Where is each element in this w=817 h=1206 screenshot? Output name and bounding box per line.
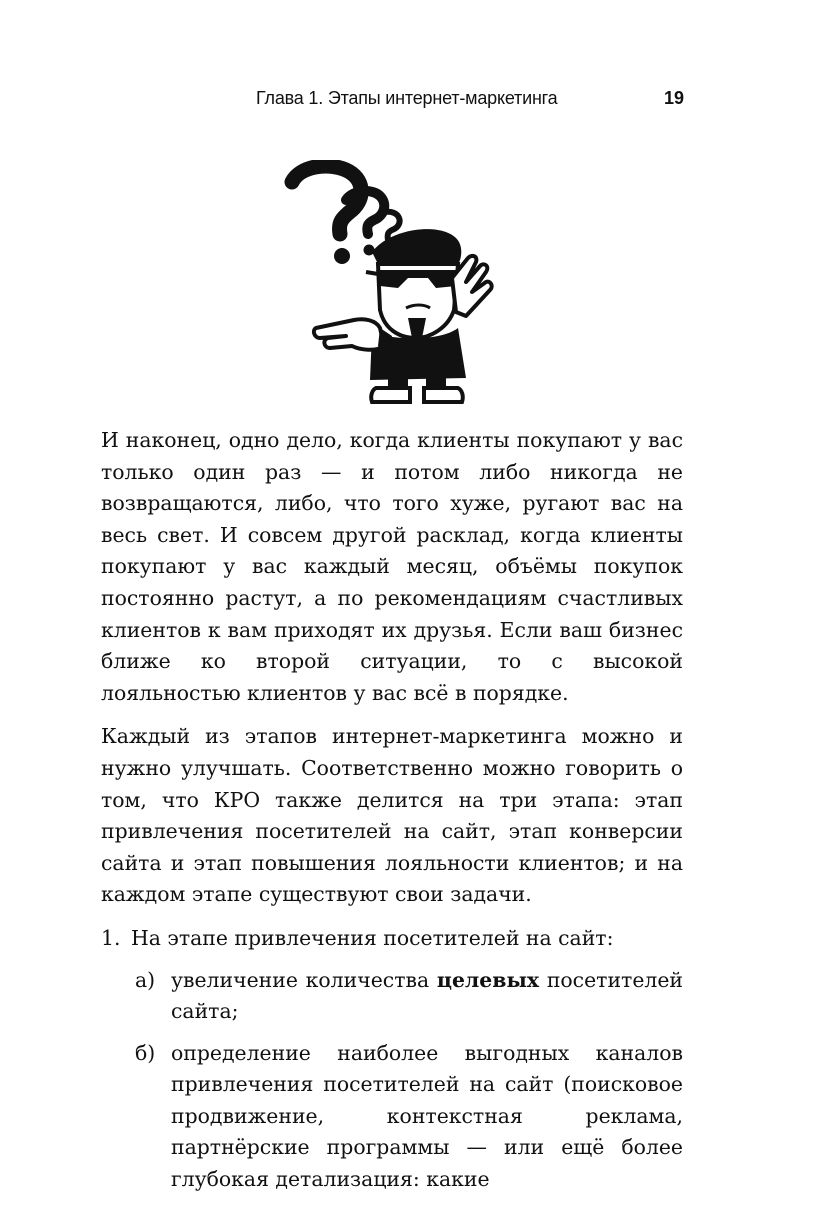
confused-man-illustration <box>280 160 510 405</box>
sub-list-text: определение наиболее выгодных каналов привлечения посетителей на сайт (поисковое продвижение, контекстная реклама, партнёрские программы — или ещё более глубокая детализация: какие <box>171 1040 683 1192</box>
list-item-text: На этапе привлечения посетителей на сайт: <box>131 925 614 950</box>
sub-list-item <box>135 1038 683 1196</box>
sub-text-part: увеличение количества <box>171 967 437 992</box>
page-body <box>101 425 683 1206</box>
sub-text-bold: целевых <box>436 967 540 992</box>
confused-man-icon <box>280 160 510 405</box>
list-number: 1. <box>101 925 121 950</box>
paragraph: И наконец, одно дело, когда клиенты покупают у вас только один раз — и потом либо никогда не возвращаются, либо, что того хуже, ругают вас на весь свет. И совсем другой расклад, когда клиенты покупают у вас каждый месяц, объёмы покупок постоянно растут, а по рекомендациям счастливых клиентов к вам приходят их друзья. Если ваш бизнес ближе ко второй ситуации, то с высокой лояльностью клиентов у вас всё в порядке. <box>101 428 683 705</box>
page-number: 19 <box>663 88 684 108</box>
sub-list-marker: а) <box>135 967 156 992</box>
sub-list-marker: б) <box>135 1040 156 1065</box>
paragraph: Каждый из этапов интернет-маркетинга можно и нужно улучшать. Соответственно можно говорить о том, что КРО также делится на три этапа: этап привлечения посетителей на сайт, этап конверсии сайта и этап повышения лояльности клиентов; и на каждом этапе существуют свои задачи. <box>101 724 683 907</box>
sub-text-part: посетителей сайта; <box>171 967 684 1024</box>
sub-list-item <box>135 965 683 1028</box>
sub-list-text <box>171 965 683 1028</box>
chapter-title: Глава 1. Этапы интернет-маркетинга <box>256 88 558 108</box>
numbered-list-item <box>101 923 683 955</box>
running-header <box>100 88 684 118</box>
